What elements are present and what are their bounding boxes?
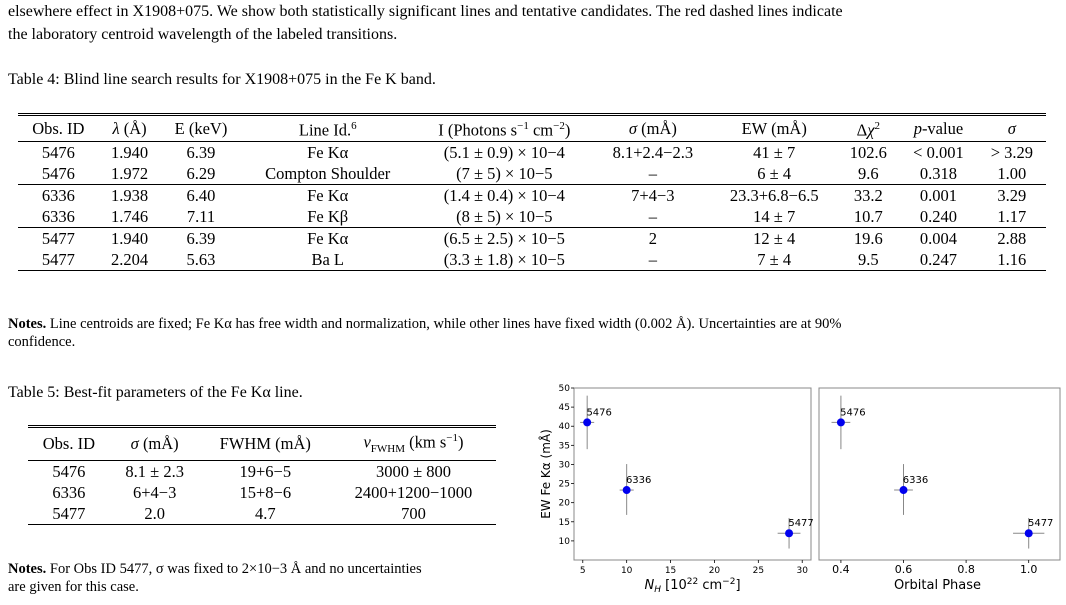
intro-line-2: the laboratory centroid wavelength of the labeled transitions. xyxy=(8,26,398,43)
table4-cell: (5.1 ± 0.9) × 10−4 xyxy=(443,142,565,162)
x-tick-label: 5 xyxy=(579,566,586,576)
table4-notes-text: Line centroids are fixed; Fe Kα has free width and normalization, while other lines have fixed width (0.002 Å). Uncertainties are at 90% xyxy=(49,316,842,332)
table5-cell: 700 xyxy=(401,503,426,523)
table5-cell: 2400+1200−1000 xyxy=(354,482,473,502)
x-tick-label: 15 xyxy=(664,566,677,576)
table5-cell: 6336 xyxy=(52,482,86,502)
y-tick-label: 30 xyxy=(558,460,570,471)
table4-row xyxy=(18,227,1046,249)
data-point xyxy=(837,418,845,426)
x-tick-label: 0.4 xyxy=(832,563,850,576)
table4-cell: Fe Kα xyxy=(307,185,349,205)
table4-cell: 6336 xyxy=(41,185,75,205)
table4-row xyxy=(18,163,1046,185)
y-tick-label: 50 xyxy=(558,384,570,394)
table4-notes xyxy=(8,315,1058,351)
table4-cell: 12 ± 4 xyxy=(753,228,796,248)
x-axis-label: Orbital Phase xyxy=(893,578,982,593)
y-tick-label: 40 xyxy=(558,422,570,433)
table4-cell: (3.3 ± 1.8) × 10−5 xyxy=(443,249,565,269)
table4-cell: 7.11 xyxy=(186,206,216,226)
point-label: 5477 xyxy=(1027,518,1054,530)
table4-cell: 6.39 xyxy=(186,228,216,248)
x-tick-label: 0.6 xyxy=(894,563,913,576)
table4-cell: 1.746 xyxy=(110,206,149,226)
table4-cell: 5.63 xyxy=(186,249,216,269)
data-point xyxy=(583,418,591,426)
table4-cell: 102.6 xyxy=(849,142,887,162)
table4-cell: 1.938 xyxy=(110,185,149,205)
table4-cell: Fe Kα xyxy=(307,142,349,162)
table4-cell: 1.00 xyxy=(997,163,1027,183)
table5-body xyxy=(28,460,496,524)
x-axis-label: $N_H$ [$10^{22}$ $cm^{-2}$] xyxy=(644,577,741,595)
table4-cell: Fe Kβ xyxy=(307,206,349,226)
t5-header-sigma: σ (mÅ) xyxy=(130,434,179,454)
x-tick-label: 10 xyxy=(620,566,633,576)
table4-notes-text-2: confidence. xyxy=(8,334,76,350)
t4-header-lineid: Line Id.$^6$ xyxy=(298,120,357,140)
table4-caption: Table 4: Blind line search results for X1908+075 in the Fe K band. xyxy=(8,71,436,88)
table4-cell: 2 xyxy=(648,228,657,248)
table4-cell: 9.5 xyxy=(858,249,879,269)
table4-cell: 6 ± 4 xyxy=(757,163,792,183)
table4-cell: 6336 xyxy=(41,206,75,226)
table4-cell: 19.6 xyxy=(853,228,883,248)
t4-header-significance: σ xyxy=(1007,118,1016,138)
x-tick-label: 30 xyxy=(796,566,808,576)
table4-cell: 1.940 xyxy=(110,142,149,162)
table4-cell: (8 ± 5) × 10−5 xyxy=(456,206,553,226)
table4-cell: (6.5 ± 2.5) × 10−5 xyxy=(443,228,565,248)
table4-cell: – xyxy=(648,249,657,269)
table5-row xyxy=(28,503,496,525)
y-tick-label: 35 xyxy=(558,441,570,452)
table4-cell: < 0.001 xyxy=(913,142,964,162)
table5-cell: 15+8−6 xyxy=(239,482,292,502)
table4-cell: (1.4 ± 0.4) × 10−4 xyxy=(443,185,565,205)
table5-row xyxy=(28,460,496,482)
table4-cell: 6.29 xyxy=(186,163,216,183)
table5-cell: 19+6−5 xyxy=(239,461,292,481)
table5 xyxy=(28,425,496,525)
table5-cell: 2.0 xyxy=(144,503,165,523)
x-tick-label: 0.8 xyxy=(957,563,975,576)
t5-header-vfwhm: $v_{FWHM}$ (km $s^{-1}$) xyxy=(363,432,464,455)
t5-header-obsid: Obs. ID xyxy=(42,434,96,454)
table4-cell: 23.3+6.8−6.5 xyxy=(729,185,819,205)
y-axis-label: EW Fe Kα (mÅ) xyxy=(539,429,553,519)
data-point xyxy=(900,486,908,494)
y-tick-label: 45 xyxy=(558,403,570,414)
table5-cell: 5476 xyxy=(52,461,86,481)
table4-row xyxy=(18,249,1046,271)
table4-cell: 1.972 xyxy=(110,163,149,183)
table5-notes-label: Notes. xyxy=(8,561,47,577)
table5-cell: 3000 ± 800 xyxy=(375,461,452,481)
table4-cell: Compton Shoulder xyxy=(265,163,391,183)
data-point xyxy=(623,486,631,494)
t5-header-fwhm: FWHM (mÅ) xyxy=(219,434,311,454)
table4-cell: 14 ± 7 xyxy=(753,206,796,226)
table5-cell: 5477 xyxy=(52,503,86,523)
point-label: 5477 xyxy=(788,518,814,530)
t4-header-dchi2: $\Delta\chi^2$ xyxy=(856,120,880,140)
table5-row xyxy=(28,482,496,503)
table4-cell: 6.39 xyxy=(186,142,216,162)
table4 xyxy=(18,113,1046,271)
table4-cell: 6.40 xyxy=(186,185,216,205)
table4-cell: 0.318 xyxy=(919,163,957,183)
table4-cell: 5477 xyxy=(41,228,75,248)
intro-line-1: elsewhere effect in X1908+075. We show both statistically significant lines and tentative candidates. The red dashed lines indicate xyxy=(8,3,843,20)
x-tick-label: 1.0 xyxy=(1019,563,1038,576)
table4-cell: 2.204 xyxy=(110,249,149,269)
t4-header-obsid: Obs. ID xyxy=(32,118,85,138)
table4-cell: 5476 xyxy=(41,142,75,162)
y-tick-label: 20 xyxy=(558,498,570,509)
table4-cell: 0.247 xyxy=(919,249,957,269)
point-label: 6336 xyxy=(625,475,652,487)
table4-row xyxy=(18,141,1046,163)
table4-cell: 33.2 xyxy=(853,185,883,205)
table5-notes-text-2: are given for this case. xyxy=(8,579,139,595)
table4-cell: 7 ± 4 xyxy=(757,249,792,269)
table4-notes-label: Notes. xyxy=(8,316,47,332)
point-label: 5476 xyxy=(586,407,612,419)
table4-cell: 5476 xyxy=(41,163,75,183)
table4-cell: 1.16 xyxy=(997,249,1027,269)
table4-cell: 1.940 xyxy=(110,228,149,248)
table4-cell: 0.001 xyxy=(919,185,957,205)
data-point xyxy=(1025,529,1033,537)
table4-cell: – xyxy=(648,206,657,226)
table5-cell: 6+4−3 xyxy=(133,482,177,502)
table4-cell: Fe Kα xyxy=(307,228,349,248)
y-tick-label: 25 xyxy=(558,479,570,490)
table5-cell: 8.1 ± 2.3 xyxy=(125,461,184,481)
table4-row xyxy=(18,206,1046,228)
table4-cell: 2.88 xyxy=(997,228,1027,248)
table4-cell: > 3.29 xyxy=(990,142,1034,162)
table4-cell: – xyxy=(648,163,657,183)
ew-figure xyxy=(530,383,1066,605)
table4-row xyxy=(18,184,1046,206)
table5-caption: Table 5: Best-fit parameters of the Fe Kα line. xyxy=(8,384,303,401)
table4-cell: 1.17 xyxy=(997,206,1027,226)
table4-cell: 5477 xyxy=(41,249,75,269)
y-tick-label: 15 xyxy=(558,517,570,528)
table4-cell: 8.1+2.4−2.3 xyxy=(612,142,694,162)
table4-cell: 0.004 xyxy=(919,228,957,248)
t4-header-ew: EW (mÅ) xyxy=(741,118,807,138)
data-point xyxy=(785,529,793,537)
table4-body xyxy=(18,141,1046,270)
point-label: 6336 xyxy=(902,475,929,487)
y-tick-label: 10 xyxy=(558,536,570,547)
table4-cell: 10.7 xyxy=(853,206,883,226)
table4-cell: 3.29 xyxy=(997,185,1027,205)
t4-header-lambda: λ (Å) xyxy=(112,118,147,138)
table4-cell: Ba L xyxy=(311,249,344,269)
t4-header-intensity: I (Photons $s^{-1}$ $cm^{-2}$) xyxy=(438,120,571,140)
t4-header-energy: E (keV) xyxy=(174,118,228,138)
point-label: 5476 xyxy=(840,407,866,419)
table4-cell: (7 ± 5) × 10−5 xyxy=(456,163,553,183)
table4-cell: 7+4−3 xyxy=(631,185,675,205)
table4-cell: 41 ± 7 xyxy=(753,142,796,162)
x-tick-label: 25 xyxy=(752,566,765,576)
x-tick-label: 20 xyxy=(708,566,721,576)
table5-notes xyxy=(8,560,528,596)
table5-notes-text: For Obs ID 5477, σ was fixed to 2×10−3 Å and no uncertainties xyxy=(49,561,422,577)
table4-cell: 0.240 xyxy=(919,206,957,226)
t4-header-sigma: σ (mÅ) xyxy=(628,118,677,138)
table5-cell: 4.7 xyxy=(254,503,276,523)
t4-header-pvalue: p-value xyxy=(913,118,964,138)
table4-cell: 9.6 xyxy=(858,163,879,183)
